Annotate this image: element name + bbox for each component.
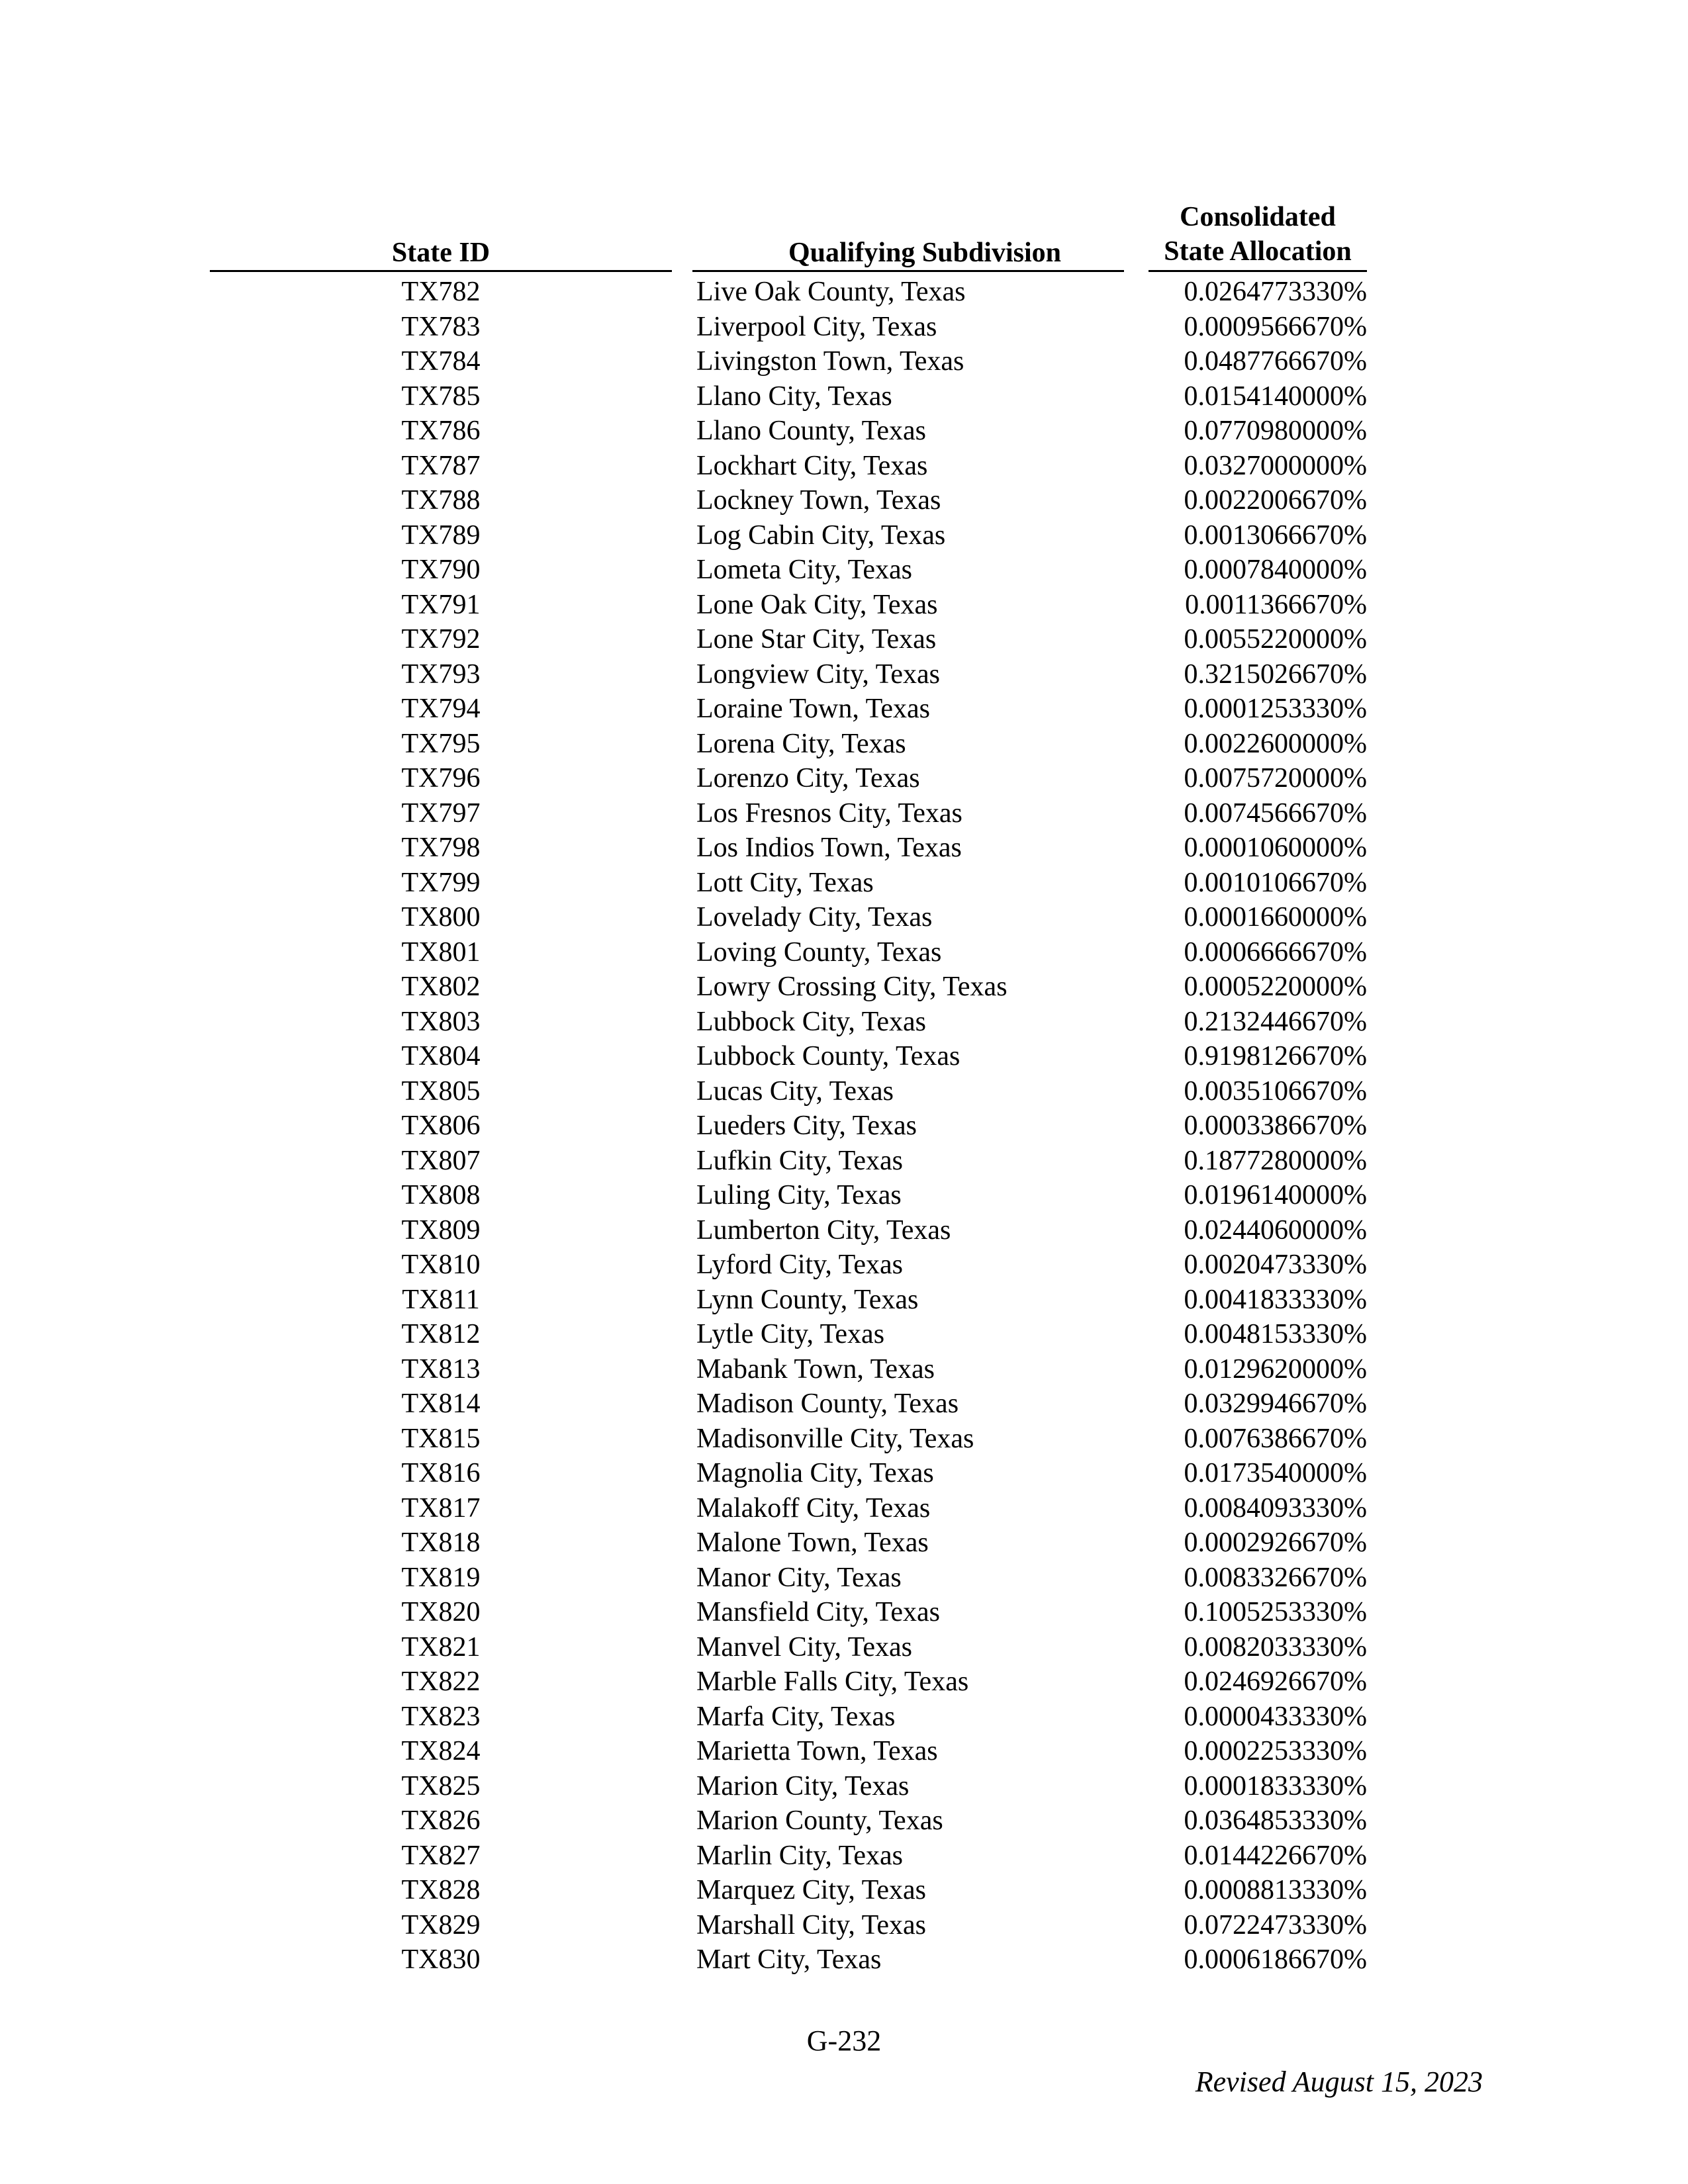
- subdivision-cell: Marshall City, Texas: [696, 1909, 927, 1940]
- table-row: [0, 344, 1688, 379]
- subdivision-cell: Madison County, Texas: [696, 1388, 959, 1419]
- allocation-cell: 0.0246926670%: [1184, 1666, 1367, 1697]
- allocation-cell: 0.0084093330%: [1184, 1492, 1367, 1524]
- table-row: [0, 1595, 1688, 1630]
- table-row: [0, 1213, 1688, 1248]
- allocation-cell: 0.0009566670%: [1184, 311, 1367, 342]
- subdivision-cell: Marble Falls City, Texas: [696, 1666, 969, 1697]
- allocation-cell: 0.0001253330%: [1184, 694, 1367, 724]
- header-consolidated-state-allocation: [1149, 200, 1367, 269]
- state-id-cell: TX814: [401, 1388, 481, 1419]
- allocation-cell: 0.0001060000%: [1184, 833, 1367, 863]
- table-row: [0, 1283, 1688, 1318]
- subdivision-cell: Marion City, Texas: [696, 1770, 910, 1801]
- allocation-cell: 0.0005220000%: [1184, 972, 1367, 1002]
- subdivision-cell: Lynn County, Texas: [696, 1284, 919, 1315]
- table-row: [0, 1005, 1688, 1040]
- subdivision-cell: Malone Town, Texas: [696, 1527, 929, 1558]
- table-row: [0, 866, 1688, 901]
- allocation-cell: 0.1005253330%: [1184, 1597, 1367, 1627]
- state-id-cell: TX788: [401, 485, 481, 516]
- subdivision-cell: Malakoff City, Texas: [696, 1492, 931, 1524]
- header-allocation-line1: Consolidated: [1180, 202, 1336, 232]
- state-id-cell: TX800: [401, 902, 481, 933]
- table-row: [0, 1317, 1688, 1352]
- subdivision-cell: Loraine Town, Texas: [696, 694, 930, 724]
- allocation-cell: 0.0144226670%: [1184, 1840, 1367, 1871]
- allocation-cell: 0.9198126670%: [1184, 1041, 1367, 1071]
- allocation-cell: 0.0013066670%: [1184, 520, 1367, 551]
- header-rule-state-id: [210, 270, 672, 272]
- table-row: [0, 935, 1688, 970]
- allocation-cell: 0.0129620000%: [1184, 1353, 1367, 1385]
- subdivision-cell: Llano City, Texas: [696, 381, 892, 412]
- state-id-cell: TX784: [401, 346, 481, 377]
- table-row: [0, 1839, 1688, 1874]
- allocation-cell: 0.0075720000%: [1184, 763, 1367, 794]
- subdivision-cell: Lone Star City, Texas: [696, 624, 937, 655]
- table-row: [0, 1074, 1688, 1109]
- subdivision-cell: Lowry Crossing City, Texas: [696, 972, 1008, 1002]
- allocation-cell: 0.0083326670%: [1184, 1562, 1367, 1593]
- table-row: [0, 449, 1688, 484]
- allocation-cell: 0.1877280000%: [1184, 1145, 1367, 1176]
- allocation-cell: 0.0055220000%: [1184, 624, 1367, 655]
- table-row: [0, 831, 1688, 866]
- subdivision-cell: Lumberton City, Texas: [696, 1214, 951, 1246]
- state-id-cell: TX798: [401, 833, 481, 863]
- state-id-cell: TX787: [401, 450, 481, 481]
- allocation-cell: 0.0000433330%: [1184, 1701, 1367, 1732]
- state-id-cell: TX824: [401, 1736, 481, 1766]
- subdivision-cell: Marion County, Texas: [696, 1805, 943, 1836]
- table-row: [0, 900, 1688, 935]
- state-id-cell: TX782: [401, 277, 481, 307]
- state-id-cell: TX816: [401, 1458, 481, 1488]
- table-row: [0, 1178, 1688, 1213]
- table-row: [0, 1525, 1688, 1561]
- state-id-cell: TX821: [401, 1631, 481, 1662]
- state-id-cell: TX822: [401, 1666, 481, 1697]
- subdivision-cell: Lott City, Texas: [696, 867, 874, 898]
- state-id-cell: TX829: [401, 1909, 481, 1940]
- table-row: [0, 1144, 1688, 1179]
- subdivision-cell: Lueders City, Texas: [696, 1111, 917, 1141]
- subdivision-cell: Los Indios Town, Texas: [696, 833, 962, 863]
- state-id-cell: TX785: [401, 381, 481, 412]
- table-row: [0, 761, 1688, 796]
- header-state-id: State ID: [391, 238, 491, 268]
- table-row: [0, 1422, 1688, 1457]
- page-number: G-232: [806, 2025, 882, 2057]
- allocation-cell: 0.0010106670%: [1184, 867, 1367, 898]
- allocation-cell: 0.2132446670%: [1184, 1006, 1367, 1037]
- allocation-cell: 0.0011366670%: [1185, 589, 1367, 620]
- subdivision-cell: Longview City, Texas: [696, 659, 941, 690]
- subdivision-cell: Llano County, Texas: [696, 416, 927, 446]
- subdivision-cell: Loving County, Texas: [696, 936, 942, 968]
- allocation-cell: 0.0154140000%: [1184, 381, 1367, 412]
- allocation-cell: 0.0041833330%: [1184, 1284, 1367, 1315]
- allocation-cell: 0.0244060000%: [1184, 1214, 1367, 1246]
- subdivision-cell: Livingston Town, Texas: [696, 346, 964, 377]
- allocation-cell: 0.0003386670%: [1184, 1111, 1367, 1141]
- subdivision-cell: Marfa City, Texas: [696, 1701, 896, 1732]
- header-rule-subdivision: [692, 270, 1124, 272]
- allocation-cell: 0.0006666670%: [1184, 936, 1367, 968]
- table-row: [0, 1734, 1688, 1769]
- state-id-cell: TX794: [401, 694, 481, 724]
- state-id-cell: TX793: [401, 659, 481, 690]
- subdivision-cell: Lucas City, Texas: [696, 1075, 894, 1107]
- subdivision-cell: Los Fresnos City, Texas: [696, 797, 962, 829]
- table-row: [0, 1491, 1688, 1526]
- state-id-cell: TX817: [401, 1492, 481, 1524]
- table-row: [0, 1700, 1688, 1735]
- table-row: [0, 1942, 1688, 1978]
- state-id-cell: TX801: [401, 936, 481, 968]
- allocation-cell: 0.0329946670%: [1184, 1388, 1367, 1419]
- subdivision-cell: Mart City, Texas: [696, 1944, 882, 1975]
- allocation-cell: 0.0074566670%: [1184, 797, 1367, 829]
- table-row: [0, 379, 1688, 414]
- subdivision-cell: Marquez City, Texas: [696, 1875, 926, 1905]
- table-row: [0, 1561, 1688, 1596]
- state-id-cell: TX827: [401, 1840, 481, 1871]
- subdivision-cell: Lyford City, Texas: [696, 1250, 904, 1280]
- subdivision-cell: Lufkin City, Texas: [696, 1145, 904, 1176]
- table-row: [0, 1109, 1688, 1144]
- header-qualifying-subdivision: Qualifying Subdivision: [788, 238, 1062, 268]
- state-id-cell: TX813: [401, 1353, 481, 1385]
- allocation-cell: 0.0770980000%: [1184, 416, 1367, 446]
- table-row: [0, 275, 1688, 310]
- table-row: [0, 970, 1688, 1005]
- table-row: [0, 1873, 1688, 1908]
- subdivision-cell: Lorenzo City, Texas: [696, 763, 920, 794]
- state-id-cell: TX786: [401, 416, 481, 446]
- allocation-cell: 0.0048153330%: [1184, 1319, 1367, 1349]
- state-id-cell: TX812: [401, 1319, 481, 1349]
- allocation-cell: 0.0020473330%: [1184, 1250, 1367, 1280]
- table-row: [0, 553, 1688, 588]
- subdivision-cell: Lockney Town, Texas: [696, 485, 941, 516]
- allocation-cell: 0.0722473330%: [1184, 1909, 1367, 1940]
- allocation-cell: 0.0002253330%: [1184, 1736, 1367, 1766]
- revised-date: Revised August 15, 2023: [1195, 2066, 1483, 2098]
- table-row: [0, 518, 1688, 553]
- subdivision-cell: Log Cabin City, Texas: [696, 520, 946, 551]
- subdivision-cell: Marlin City, Texas: [696, 1840, 904, 1871]
- subdivision-cell: Liverpool City, Texas: [696, 311, 937, 342]
- table-row: [0, 483, 1688, 518]
- subdivision-cell: Lovelady City, Texas: [696, 902, 933, 933]
- table-row: [0, 1248, 1688, 1283]
- allocation-cell: 0.0364853330%: [1184, 1805, 1367, 1836]
- allocation-cell: 0.0001833330%: [1184, 1770, 1367, 1801]
- state-id-cell: TX826: [401, 1805, 481, 1836]
- table-row: [0, 1039, 1688, 1074]
- table-row: [0, 1664, 1688, 1700]
- state-id-cell: TX807: [401, 1145, 481, 1176]
- table-row: [0, 1352, 1688, 1387]
- state-id-cell: TX811: [402, 1284, 480, 1315]
- state-id-cell: TX818: [401, 1527, 481, 1558]
- state-id-cell: TX795: [401, 728, 481, 759]
- state-id-cell: TX820: [401, 1597, 481, 1627]
- state-id-cell: TX802: [401, 972, 481, 1002]
- table-row: [0, 727, 1688, 762]
- allocation-cell: 0.3215026670%: [1184, 659, 1367, 690]
- state-id-cell: TX790: [401, 555, 481, 585]
- table-row: [0, 588, 1688, 623]
- state-id-cell: TX806: [401, 1111, 481, 1141]
- state-id-cell: TX805: [401, 1075, 481, 1107]
- table-row: [0, 1630, 1688, 1665]
- subdivision-cell: Lubbock County, Texas: [696, 1041, 961, 1071]
- allocation-cell: 0.0035106670%: [1184, 1075, 1367, 1107]
- state-id-cell: TX819: [401, 1562, 481, 1593]
- subdivision-cell: Lorena City, Texas: [696, 728, 906, 759]
- table-row: [0, 414, 1688, 449]
- allocation-cell: 0.0076386670%: [1184, 1423, 1367, 1454]
- allocation-cell: 0.0264773330%: [1184, 277, 1367, 307]
- subdivision-cell: Lockhart City, Texas: [696, 450, 928, 481]
- state-id-cell: TX823: [401, 1701, 481, 1732]
- state-id-cell: TX796: [401, 763, 481, 794]
- allocation-cell: 0.0022006670%: [1184, 485, 1367, 516]
- state-id-cell: TX792: [401, 624, 481, 655]
- allocation-cell: 0.0007840000%: [1184, 555, 1367, 585]
- allocation-cell: 0.0487766670%: [1184, 346, 1367, 377]
- state-id-cell: TX789: [401, 520, 481, 551]
- subdivision-cell: Madisonville City, Texas: [696, 1423, 974, 1454]
- state-id-cell: TX803: [401, 1006, 481, 1037]
- allocation-cell: 0.0001660000%: [1184, 902, 1367, 933]
- subdivision-cell: Magnolia City, Texas: [696, 1458, 934, 1488]
- state-id-cell: TX791: [401, 589, 481, 620]
- allocation-cell: 0.0173540000%: [1184, 1458, 1367, 1488]
- allocation-cell: 0.0002926670%: [1184, 1527, 1367, 1558]
- allocation-cell: 0.0008813330%: [1184, 1875, 1367, 1905]
- subdivision-cell: Lometa City, Texas: [696, 555, 912, 585]
- allocation-cell: 0.0022600000%: [1184, 728, 1367, 759]
- subdivision-cell: Mansfield City, Texas: [696, 1597, 941, 1627]
- table-row: [0, 310, 1688, 345]
- subdivision-cell: Marietta Town, Texas: [696, 1736, 938, 1766]
- state-id-cell: TX815: [401, 1423, 481, 1454]
- header-allocation-line2: State Allocation: [1164, 236, 1352, 267]
- table-row: [0, 1908, 1688, 1943]
- subdivision-cell: Manor City, Texas: [696, 1562, 902, 1593]
- table-row: [0, 1456, 1688, 1491]
- table-row: [0, 1803, 1688, 1839]
- table-row: [0, 657, 1688, 692]
- state-id-cell: TX809: [401, 1214, 481, 1246]
- table-row: [0, 796, 1688, 831]
- table-row: [0, 1387, 1688, 1422]
- state-id-cell: TX830: [401, 1944, 481, 1975]
- subdivision-cell: Lubbock City, Texas: [696, 1006, 927, 1037]
- subdivision-cell: Mabank Town, Texas: [696, 1353, 935, 1385]
- table-row: [0, 692, 1688, 727]
- state-id-cell: TX783: [401, 311, 481, 342]
- allocation-cell: 0.0196140000%: [1184, 1180, 1367, 1210]
- allocation-cell: 0.0082033330%: [1184, 1631, 1367, 1662]
- state-id-cell: TX810: [401, 1250, 481, 1280]
- header-rule-allocation: [1149, 270, 1367, 272]
- table-row: [0, 622, 1688, 657]
- state-id-cell: TX799: [401, 867, 481, 898]
- allocation-cell: 0.0006186670%: [1184, 1944, 1367, 1975]
- state-id-cell: TX797: [401, 797, 481, 829]
- subdivision-cell: Lytle City, Texas: [696, 1319, 885, 1349]
- subdivision-cell: Live Oak County, Texas: [696, 277, 966, 307]
- state-id-cell: TX825: [401, 1770, 481, 1801]
- allocation-cell: 0.0327000000%: [1184, 450, 1367, 481]
- state-id-cell: TX828: [401, 1875, 481, 1905]
- subdivision-cell: Manvel City, Texas: [696, 1631, 913, 1662]
- state-id-cell: TX804: [401, 1041, 481, 1071]
- state-id-cell: TX808: [401, 1180, 481, 1210]
- subdivision-cell: Luling City, Texas: [696, 1180, 902, 1210]
- table-row: [0, 1769, 1688, 1804]
- subdivision-cell: Lone Oak City, Texas: [696, 589, 938, 620]
- allocation-table-body: [0, 275, 1688, 1978]
